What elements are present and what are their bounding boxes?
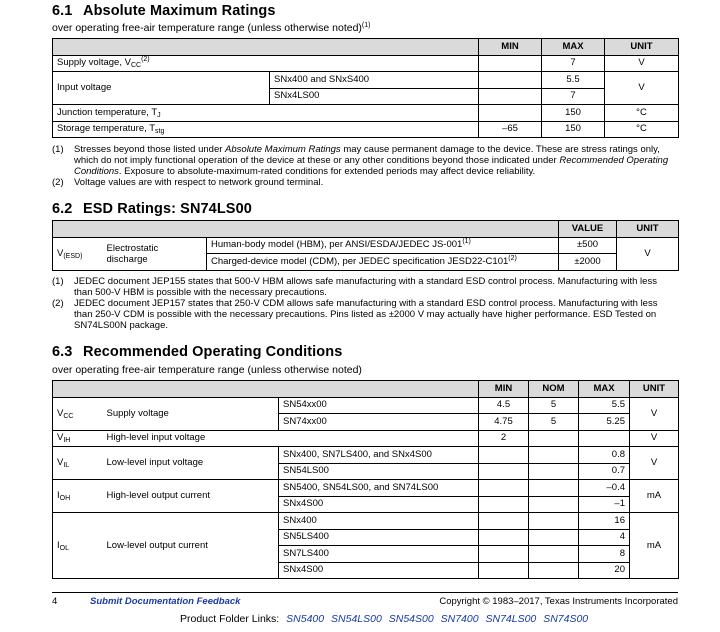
- abs-max-table: [52, 38, 679, 138]
- footnote-number: (2): [52, 177, 64, 188]
- table-row: [53, 72, 679, 89]
- symbol-cell: [53, 447, 103, 480]
- max-cell: [579, 430, 630, 447]
- symbol-cell: [53, 430, 103, 447]
- footnote-ref: (2): [141, 56, 150, 64]
- footnote: [52, 276, 678, 298]
- unit-cell: V: [605, 55, 679, 72]
- max-cell: 4: [579, 529, 630, 546]
- header-blank: [53, 39, 270, 56]
- footnote-emphasis: Absolute Maximum Ratings: [225, 144, 341, 155]
- header-blank: [207, 221, 559, 238]
- max-cell: 150: [542, 121, 605, 138]
- symbol-cell: [53, 480, 103, 513]
- cond-text: Human-body model (HBM), per ANSI/ESDA/JEDEC JS-001: [211, 239, 463, 251]
- max-cell: 0.8: [579, 447, 630, 464]
- condition-cell: SNx4S00: [279, 496, 479, 513]
- condition-cell: SN5400, SN54LS00, and SN74LS00: [279, 480, 479, 497]
- unit-cell: V: [617, 237, 679, 270]
- footnote-ref: (1): [462, 238, 471, 246]
- unit-cell: V: [630, 447, 679, 480]
- condition-cell: SN54xx00: [279, 397, 479, 414]
- param-sub: CC: [130, 62, 142, 70]
- product-folder-links: [180, 613, 588, 625]
- product-link[interactable]: SN7400: [440, 613, 479, 625]
- nom-cell: [529, 463, 579, 480]
- max-cell: 5.5: [542, 72, 605, 89]
- footnote-part: may cause permanent damage to the device. These are stress ratings only, which do not imply functional operation of the device at these or any other conditions beyond those indicated under: [74, 144, 660, 166]
- section-number: 6.3: [52, 344, 73, 360]
- header-blank: [53, 381, 103, 398]
- symbol-cell: [53, 397, 103, 430]
- header-blank: [53, 221, 103, 238]
- footnote-text: [74, 144, 678, 177]
- nom-cell: 5: [529, 414, 579, 431]
- header-unit: UNIT: [630, 381, 679, 398]
- footnote-emphasis: Recommended Operating Conditions: [74, 155, 669, 177]
- header-unit: UNIT: [605, 39, 679, 56]
- section-6-1-title: [52, 3, 276, 19]
- esd-table: [52, 220, 679, 271]
- max-cell: –1: [579, 496, 630, 513]
- section-6-3-subtitle: over operating free-air temperature range (unless otherwise noted): [52, 364, 362, 376]
- min-cell: [479, 546, 529, 563]
- condition-cell: SN74xx00: [279, 414, 479, 431]
- footnote-part: . Exposure to absolute-maximum-rated conditions for extended periods may affect device reliability.: [118, 166, 536, 177]
- nom-cell: [529, 546, 579, 563]
- section-6-2-title: [52, 201, 252, 217]
- unit-cell: V: [630, 397, 679, 430]
- table-row: [53, 480, 679, 497]
- footnote-ref: (2): [508, 254, 517, 262]
- symbol-sub: OH: [59, 495, 71, 502]
- condition-cell: SN5LS400: [279, 529, 479, 546]
- min-cell: –65: [479, 121, 542, 138]
- hbm-cond: [207, 237, 559, 254]
- param-cell: High-level input voltage: [103, 430, 479, 447]
- min-cell: [479, 529, 529, 546]
- unit-cell: mA: [630, 480, 679, 513]
- cdm-cond: [207, 254, 559, 271]
- submit-feedback-link[interactable]: Submit Documentation Feedback: [90, 596, 241, 607]
- nom-cell: [529, 513, 579, 530]
- nom-cell: [529, 529, 579, 546]
- footnote-number: (2): [52, 298, 64, 309]
- footnote: [52, 144, 678, 177]
- footnote-text: Voltage values are with respect to network ground terminal.: [74, 177, 324, 188]
- min-cell: [479, 55, 542, 72]
- header-unit: UNIT: [617, 221, 679, 238]
- footnote-number: (1): [52, 144, 64, 155]
- rec-op-table: [52, 380, 679, 579]
- min-cell: [479, 496, 529, 513]
- max-cell: 7: [542, 88, 605, 105]
- condition-cell: SNx400 and SNxS400: [270, 72, 479, 89]
- min-cell: [479, 88, 542, 105]
- symbol-sub: IL: [63, 462, 70, 469]
- abs-max-footnotes: [52, 144, 678, 188]
- param-text: Junction temperature, T: [57, 106, 158, 118]
- max-cell: 150: [542, 105, 605, 122]
- cond-text: Charged-device model (CDM), per JEDEC specification JESD22-C101: [211, 255, 509, 267]
- param-cell: Low-level input voltage: [103, 447, 279, 480]
- symbol-text: I: [57, 490, 60, 501]
- nom-cell: 5: [529, 397, 579, 414]
- esd-param: Electrostatic discharge: [103, 237, 207, 270]
- unit-cell: V: [630, 430, 679, 447]
- symbol-text: V: [57, 247, 64, 259]
- condition-cell: SN7LS400: [279, 546, 479, 563]
- param-text: Storage temperature, T: [57, 123, 156, 135]
- header-value: VALUE: [559, 221, 617, 238]
- symbol-cell: [53, 513, 103, 579]
- footnote-number: (1): [52, 276, 64, 287]
- table-row: [53, 121, 679, 138]
- max-cell: –0.4: [579, 480, 630, 497]
- section-title-text: ESD Ratings: SN74LS00: [83, 201, 252, 217]
- max-cell: 16: [579, 513, 630, 530]
- header-min: MIN: [479, 381, 529, 398]
- table-header-row: [53, 39, 679, 56]
- symbol-sub: IH: [63, 437, 71, 445]
- max-cell: 20: [579, 562, 630, 579]
- header-max: MAX: [579, 381, 630, 398]
- vcc-param: [53, 55, 479, 72]
- min-cell: [479, 463, 529, 480]
- header-blank: [279, 381, 479, 398]
- footnote-text: JEDEC document JEP155 states that 500-V HBM allows safe manufacturing with a standard ESD control process. Manufacturing with less than 500-V HBM is possible with the necessary precautions.: [74, 276, 657, 298]
- symbol-sub: (ESD): [63, 252, 83, 260]
- esd-footnotes: [52, 276, 678, 331]
- param-sub: J: [157, 111, 161, 119]
- table-row: [53, 447, 679, 464]
- min-cell: 2: [479, 430, 529, 447]
- footnote-part: Stresses beyond those listed under: [74, 144, 226, 155]
- value-cell: ±2000: [559, 254, 617, 271]
- footnote-text: JEDEC document JEP157 states that 250-V CDM allows safe manufacturing with a standard ESD control process. Manufacturing with less than 250-V CDM is possible with the necessary precautions. Pins listed as ±2000 V may actually have higher performance. ESD Tested on SN74LS00N package.: [74, 298, 658, 331]
- min-cell: 4.5: [479, 397, 529, 414]
- max-cell: 5.5: [579, 397, 630, 414]
- table-row: [53, 430, 679, 447]
- max-cell: 8: [579, 546, 630, 563]
- footnote: [52, 298, 678, 331]
- max-cell: 0.7: [579, 463, 630, 480]
- product-link[interactable]: SN74LS00: [485, 613, 537, 625]
- condition-cell: SNx4LS00: [270, 88, 479, 105]
- symbol-text: V: [57, 457, 64, 468]
- min-cell: [479, 72, 542, 89]
- tj-param: [53, 105, 479, 122]
- nom-cell: [529, 480, 579, 497]
- nom-cell: [529, 496, 579, 513]
- product-folder-label: Product Folder Links:: [180, 613, 280, 625]
- condition-cell: SNx4S00: [279, 562, 479, 579]
- vin-param: Input voltage: [53, 72, 270, 105]
- table-row: [53, 55, 679, 72]
- min-cell: [479, 105, 542, 122]
- nom-cell: [529, 447, 579, 464]
- product-link[interactable]: SN54S00: [388, 613, 434, 625]
- esd-symbol: [53, 237, 103, 270]
- param-cell: High-level output current: [103, 480, 279, 513]
- min-cell: 4.75: [479, 414, 529, 431]
- footnote: [52, 177, 678, 188]
- header-min: MIN: [479, 39, 542, 56]
- param-cell: Supply voltage: [103, 397, 279, 430]
- condition-cell: SNx400: [279, 513, 479, 530]
- section-number: 6.2: [52, 201, 73, 217]
- tstg-param: [53, 121, 479, 138]
- unit-cell: mA: [630, 513, 679, 579]
- copyright: Copyright © 1983–2017, Texas Instruments Incorporated: [439, 596, 678, 607]
- max-cell: 7: [542, 55, 605, 72]
- table-row: [53, 397, 679, 414]
- unit-cell: V: [605, 72, 679, 105]
- max-cell: 5.25: [579, 414, 630, 431]
- table-row: [53, 237, 679, 254]
- param-cell: Low-level output current: [103, 513, 279, 579]
- section-number: 6.1: [52, 3, 73, 19]
- unit-cell: °C: [605, 121, 679, 138]
- section-title-text: Absolute Maximum Ratings: [83, 3, 276, 19]
- condition-cell: SN54LS00: [279, 463, 479, 480]
- param-sub: stg: [155, 128, 165, 136]
- symbol-sub: OL: [59, 544, 69, 552]
- page-number: 4: [52, 596, 58, 607]
- unit-cell: °C: [605, 105, 679, 122]
- min-cell: [479, 447, 529, 464]
- section-6-3-title: [52, 344, 342, 360]
- table-row: [53, 513, 679, 530]
- footnote-ref: (1): [361, 22, 371, 29]
- nom-cell: [529, 562, 579, 579]
- product-link[interactable]: SN5400: [286, 613, 325, 625]
- table-row: [53, 105, 679, 122]
- header-blank: [103, 221, 207, 238]
- min-cell: [479, 480, 529, 497]
- condition-cell: SNx400, SN7LS400, and SNx4S00: [279, 447, 479, 464]
- header-blank: [270, 39, 479, 56]
- symbol-text: V: [57, 407, 64, 419]
- section-6-1-subtitle: [52, 22, 370, 34]
- footer-rule: [52, 592, 678, 593]
- header-blank: [103, 381, 279, 398]
- min-cell: [479, 513, 529, 530]
- param-text: Supply voltage, V: [57, 57, 131, 69]
- header-max: MAX: [542, 39, 605, 56]
- table-header-row: [53, 381, 679, 398]
- min-cell: [479, 562, 529, 579]
- product-link[interactable]: SN54LS00: [331, 613, 382, 625]
- subtitle-text: over operating free-air temperature range (unless otherwise noted): [52, 22, 362, 34]
- nom-cell: [529, 430, 579, 447]
- symbol-text: I: [57, 539, 60, 551]
- section-title-text: Recommended Operating Conditions: [83, 344, 343, 360]
- header-nom: NOM: [529, 381, 579, 398]
- table-header-row: [53, 221, 679, 238]
- value-cell: ±500: [559, 237, 617, 254]
- product-link[interactable]: SN74S00: [543, 613, 589, 625]
- symbol-sub: CC: [63, 412, 74, 420]
- symbol-text: V: [57, 432, 64, 444]
